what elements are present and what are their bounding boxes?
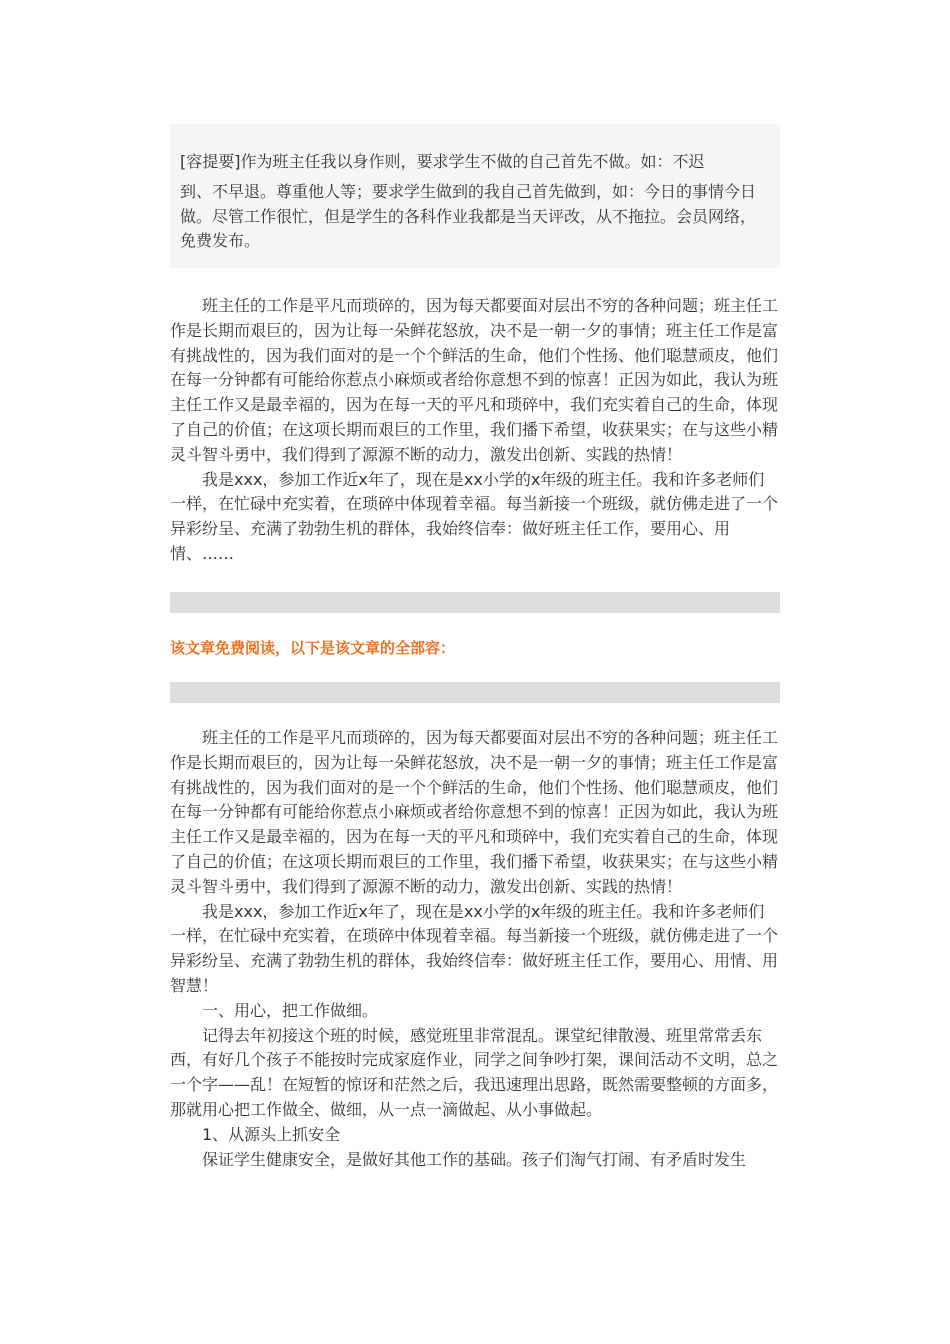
preview-paragraph: 我是xxx，参加工作近x年了，现在是xx小学的x年级的班主任。我和许多老师们一样，在忙碌中充实着，在琐碎中体现着幸福。每当新接一个班级，就仿佛走进了一个异彩纷呈、充满了勃勃生机的群体，我始终信奉：做好班主任工作，要用心、用情、…… (170, 469, 779, 563)
article-paragraph: 记得去年初接这个班的时候，感觉班里非常混乱。课堂纪律散漫、班里常常丢东西，有好几个孩子不能按时完成家庭作业，同学之间争吵打架，课间活动不文明，总之一个字——乱！在短暂的惊讶和茫然之后，我迅速理出思路，既然需要整顿的方面多，那就用心把工作做全、做细，从一点一滴做起、从小事做起。 (170, 1025, 779, 1119)
article-paragraph: 班主任的工作是平凡而琐碎的，因为每天都要面对层出不穷的各种问题；班主任工作是长期而艰巨的，因为让每一朵鲜花怒放，决不是一朝一夕的事情；班主任工作是富有挑战性的，因为我们面对的是一个个鲜活的生命，他们个性扬、他们聪慧顽皮，他们在每一分钟都有可能给你惹点小麻烦或者给你意想不到的惊喜！正因为如此，我认为班主任工作又是最幸福的，因为在每一天的平凡和琐碎中，我们充实着自己的生命，体现了自己的价值；在这项长期而艰巨的工作里，我们播下希望，收获果实；在与这些小精灵斗智斗勇中，我们得到了源源不断的动力，激发出创新、实践的热情！ (170, 728, 779, 896)
summary-text: 到、不早退。尊重他人等；要求学生做到的我自己首先做到，如：今日的事情今日做。尽管工作很忙，但是学生的各科作业我都是当天评改，从不拖拉。会员网络，免费发布。 (180, 182, 757, 250)
preview-section (170, 294, 780, 567)
summary-box (170, 124, 780, 268)
preview-paragraph: 班主任的工作是平凡而琐碎的，因为每天都要面对层出不穷的各种问题；班主任工作是长期而艰巨的，因为让每一朵鲜花怒放，决不是一朝一夕的事情；班主任工作是富有挑战性的，因为我们面对的是一个个鲜活的生命，他们个性扬、他们聪慧顽皮，他们在每一分钟都有可能给你惹点小麻烦或者给你意想不到的惊喜！正因为如此，我认为班主任工作又是最幸福的，因为在每一天的平凡和琐碎中，我们充实着自己的生命，体现了自己的价值；在这项长期而艰巨的工作里，我们播下希望，收获果实；在与这些小精灵斗智斗勇中，我们得到了源源不断的动力，激发出创新、实践的热情！ (170, 296, 779, 464)
full-article (170, 726, 780, 1172)
section-heading: 一、用心，把工作做细。 (202, 1000, 379, 1020)
article-paragraph: 我是xxx，参加工作近x年了，现在是xx小学的x年级的班主任。我和许多老师们一样，在忙碌中充实着，在琐碎中体现着幸福。每当新接一个班级，就仿佛走进了一个异彩纷呈、充满了勃勃生机的群体，我始终信奉：做好班主任工作，要用心、用情、用智慧！ (170, 901, 779, 995)
subsection-heading: 1、从源头上抓安全 (202, 1124, 341, 1144)
article-paragraph: 保证学生健康安全，是做好其他工作的基础。孩子们淘气打闹、有矛盾时发生 (202, 1149, 747, 1169)
summary-first-line: [容提要]作为班主任我以身作则，要求学生不做的自己首先不做。如：不迟 (180, 152, 705, 171)
divider-bar (170, 682, 780, 703)
divider-bar (170, 592, 780, 613)
free-read-notice: 该文章免费阅读，以下是该文章的全部容： (170, 639, 456, 657)
